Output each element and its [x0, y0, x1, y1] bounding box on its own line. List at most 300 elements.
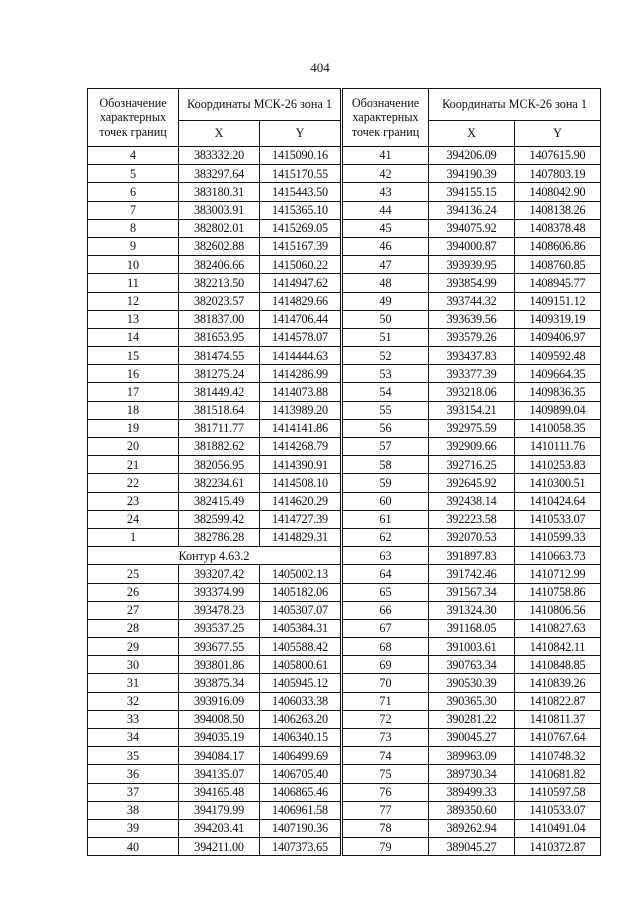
table-row: [343, 747, 601, 765]
table-row: [343, 783, 601, 801]
table-row: [343, 729, 601, 747]
point-number-cell: 47: [343, 256, 429, 274]
point-number-cell: 8: [88, 219, 179, 237]
table-row: [88, 256, 341, 274]
table-row: [343, 274, 601, 292]
y-coordinate-cell: 1415269.05: [260, 219, 341, 237]
point-number-cell: 56: [343, 419, 429, 437]
point-number-cell: 9: [88, 237, 179, 255]
x-coordinate-cell: 382234.61: [179, 474, 260, 492]
point-number-cell: 69: [343, 656, 429, 674]
point-number-cell: 18: [88, 401, 179, 419]
y-coordinate-cell: 1405588.42: [260, 638, 341, 656]
coordinates-table-left: [87, 88, 341, 856]
y-coordinate-cell: 1409592.48: [515, 347, 601, 365]
y-coordinate-cell: 1406499.69: [260, 747, 341, 765]
table-row: [343, 237, 601, 255]
y-coordinate-cell: 1408606.86: [515, 237, 601, 255]
x-coordinate-cell: 394165.48: [179, 783, 260, 801]
point-number-cell: 79: [343, 838, 429, 856]
point-number-cell: 66: [343, 601, 429, 619]
y-coordinate-cell: 1408760.85: [515, 256, 601, 274]
y-coordinate-cell: 1414268.79: [260, 438, 341, 456]
y-coordinate-cell: 1410533.07: [515, 801, 601, 819]
point-number-cell: 34: [88, 729, 179, 747]
y-coordinate-cell: 1410597.58: [515, 783, 601, 801]
x-coordinate-cell: 393875.34: [179, 674, 260, 692]
x-coordinate-cell: 392070.53: [429, 528, 515, 546]
table-row: [88, 674, 341, 692]
y-coordinate-cell: 1415365.10: [260, 201, 341, 219]
table-row: [88, 819, 341, 837]
y-coordinate-cell: 1410058.35: [515, 419, 601, 437]
table-row: [88, 528, 341, 546]
x-coordinate-cell: 394136.24: [429, 201, 515, 219]
x-coordinate-cell: 394211.00: [179, 838, 260, 856]
x-coordinate-cell: 382406.66: [179, 256, 260, 274]
point-number-cell: 6: [88, 183, 179, 201]
table-row: [343, 656, 601, 674]
table-row: [88, 328, 341, 346]
table-row: [343, 292, 601, 310]
table-row: [88, 783, 341, 801]
table-row: [343, 147, 601, 165]
header-point-label: Обозначение характерных точек границ: [343, 89, 429, 147]
point-number-cell: 51: [343, 328, 429, 346]
point-number-cell: 7: [88, 201, 179, 219]
y-coordinate-cell: 1409319.19: [515, 310, 601, 328]
y-coordinate-cell: 1407615.90: [515, 147, 601, 165]
table-row: [343, 219, 601, 237]
y-coordinate-cell: 1410811.37: [515, 710, 601, 728]
header-x: X: [179, 121, 260, 147]
y-coordinate-cell: 1408945.77: [515, 274, 601, 292]
x-coordinate-cell: 393854.99: [429, 274, 515, 292]
point-number-cell: 72: [343, 710, 429, 728]
y-coordinate-cell: 1406865.46: [260, 783, 341, 801]
point-number-cell: 71: [343, 692, 429, 710]
point-number-cell: 37: [88, 783, 179, 801]
table-row: [343, 692, 601, 710]
table-row: [343, 801, 601, 819]
point-number-cell: 42: [343, 165, 429, 183]
point-number-cell: 31: [88, 674, 179, 692]
y-coordinate-cell: 1406961.58: [260, 801, 341, 819]
y-coordinate-cell: 1410827.63: [515, 619, 601, 637]
table-row: [88, 838, 341, 856]
point-number-cell: 22: [88, 474, 179, 492]
table-row: [88, 510, 341, 528]
table-row: [343, 710, 601, 728]
x-coordinate-cell: 382786.28: [179, 528, 260, 546]
header-coordinates-title: Координаты МСК-26 зона 1: [179, 89, 341, 121]
x-coordinate-cell: 383003.91: [179, 201, 260, 219]
y-coordinate-cell: 1414727.39: [260, 510, 341, 528]
y-coordinate-cell: 1410758.86: [515, 583, 601, 601]
y-coordinate-cell: 1414073.88: [260, 383, 341, 401]
x-coordinate-cell: 382599.42: [179, 510, 260, 528]
y-coordinate-cell: 1410806.56: [515, 601, 601, 619]
table-row: [88, 419, 341, 437]
point-number-cell: 14: [88, 328, 179, 346]
x-coordinate-cell: 382213.50: [179, 274, 260, 292]
y-coordinate-cell: 1410681.82: [515, 765, 601, 783]
point-number-cell: 33: [88, 710, 179, 728]
y-coordinate-cell: 1409899.04: [515, 401, 601, 419]
table-row: [88, 765, 341, 783]
y-coordinate-cell: 1410663.73: [515, 547, 601, 565]
table-row: [343, 528, 601, 546]
point-number-cell: 58: [343, 456, 429, 474]
y-coordinate-cell: 1414508.10: [260, 474, 341, 492]
table-row: [88, 565, 341, 583]
point-number-cell: 27: [88, 601, 179, 619]
point-number-cell: 39: [88, 819, 179, 837]
x-coordinate-cell: 393537.25: [179, 619, 260, 637]
y-coordinate-cell: 1408042.90: [515, 183, 601, 201]
point-number-cell: 32: [88, 692, 179, 710]
point-number-cell: 38: [88, 801, 179, 819]
point-number-cell: 35: [88, 747, 179, 765]
x-coordinate-cell: 393478.23: [179, 601, 260, 619]
x-coordinate-cell: 393579.26: [429, 328, 515, 346]
point-number-cell: 21: [88, 456, 179, 474]
point-number-cell: 64: [343, 565, 429, 583]
y-coordinate-cell: 1408378.48: [515, 219, 601, 237]
table-row: [88, 401, 341, 419]
y-coordinate-cell: 1409151.12: [515, 292, 601, 310]
x-coordinate-cell: 393374.99: [179, 583, 260, 601]
x-coordinate-cell: 389499.33: [429, 783, 515, 801]
table-row: [343, 456, 601, 474]
point-number-cell: 40: [88, 838, 179, 856]
table-row: [343, 583, 601, 601]
table-row: [343, 328, 601, 346]
y-coordinate-cell: 1415090.16: [260, 147, 341, 165]
table-row: [88, 183, 341, 201]
x-coordinate-cell: 393677.55: [179, 638, 260, 656]
y-coordinate-cell: 1410748.32: [515, 747, 601, 765]
y-coordinate-cell: 1414947.62: [260, 274, 341, 292]
point-number-cell: 46: [343, 237, 429, 255]
table-row: [88, 656, 341, 674]
x-coordinate-cell: 390045.27: [429, 729, 515, 747]
x-coordinate-cell: 392716.25: [429, 456, 515, 474]
table-row: [343, 674, 601, 692]
x-coordinate-cell: 389045.27: [429, 838, 515, 856]
table-row: [88, 601, 341, 619]
x-coordinate-cell: 381474.55: [179, 347, 260, 365]
coordinates-table-right: [342, 88, 601, 856]
y-coordinate-cell: 1410599.33: [515, 528, 601, 546]
y-coordinate-cell: 1410253.83: [515, 456, 601, 474]
table-row: [88, 292, 341, 310]
point-number-cell: 1: [88, 528, 179, 546]
y-coordinate-cell: 1406033.38: [260, 692, 341, 710]
point-number-cell: 25: [88, 565, 179, 583]
y-coordinate-cell: 1407190.36: [260, 819, 341, 837]
y-coordinate-cell: 1409406.97: [515, 328, 601, 346]
y-coordinate-cell: 1405182.06: [260, 583, 341, 601]
y-coordinate-cell: 1414286.99: [260, 365, 341, 383]
x-coordinate-cell: 382802.01: [179, 219, 260, 237]
x-coordinate-cell: 393154.21: [429, 401, 515, 419]
x-coordinate-cell: 392909.66: [429, 438, 515, 456]
y-coordinate-cell: 1414829.31: [260, 528, 341, 546]
x-coordinate-cell: 390365.30: [429, 692, 515, 710]
table-row: [88, 492, 341, 510]
table-row: [343, 419, 601, 437]
y-coordinate-cell: 1414390.91: [260, 456, 341, 474]
table-row: [343, 619, 601, 637]
header-coordinates-title: Координаты МСК-26 зона 1: [429, 89, 601, 121]
point-number-cell: 11: [88, 274, 179, 292]
y-coordinate-cell: 1410839.26: [515, 674, 601, 692]
x-coordinate-cell: 392438.14: [429, 492, 515, 510]
table-row: [88, 147, 341, 165]
point-number-cell: 67: [343, 619, 429, 637]
table-row: [343, 601, 601, 619]
x-coordinate-cell: 392975.59: [429, 419, 515, 437]
table-row: [343, 365, 601, 383]
y-coordinate-cell: 1410848.85: [515, 656, 601, 674]
table-row: [343, 310, 601, 328]
x-coordinate-cell: 394000.87: [429, 237, 515, 255]
point-number-cell: 45: [343, 219, 429, 237]
x-coordinate-cell: 382056.95: [179, 456, 260, 474]
point-number-cell: 23: [88, 492, 179, 510]
point-number-cell: 53: [343, 365, 429, 383]
point-number-cell: 50: [343, 310, 429, 328]
point-number-cell: 5: [88, 165, 179, 183]
point-number-cell: 57: [343, 438, 429, 456]
x-coordinate-cell: 393939.95: [429, 256, 515, 274]
x-coordinate-cell: 391168.05: [429, 619, 515, 637]
y-coordinate-cell: 1410842.11: [515, 638, 601, 656]
table-row: [343, 256, 601, 274]
point-number-cell: 75: [343, 765, 429, 783]
x-coordinate-cell: 389350.60: [429, 801, 515, 819]
point-number-cell: 74: [343, 747, 429, 765]
point-number-cell: 68: [343, 638, 429, 656]
y-coordinate-cell: 1405002.13: [260, 565, 341, 583]
point-number-cell: 49: [343, 292, 429, 310]
point-number-cell: 59: [343, 474, 429, 492]
y-coordinate-cell: 1410372.87: [515, 838, 601, 856]
y-coordinate-cell: 1413989.20: [260, 401, 341, 419]
x-coordinate-cell: 391897.83: [429, 547, 515, 565]
point-number-cell: 61: [343, 510, 429, 528]
x-coordinate-cell: 389963.09: [429, 747, 515, 765]
point-number-cell: 20: [88, 438, 179, 456]
page-number: 404: [310, 60, 330, 75]
point-number-cell: 63: [343, 547, 429, 565]
table-row: [88, 692, 341, 710]
y-coordinate-cell: 1414829.66: [260, 292, 341, 310]
point-number-cell: 17: [88, 383, 179, 401]
header-y: Y: [515, 121, 601, 147]
point-number-cell: 29: [88, 638, 179, 656]
table-row: [88, 583, 341, 601]
y-coordinate-cell: 1407803.19: [515, 165, 601, 183]
x-coordinate-cell: 393916.09: [179, 692, 260, 710]
y-coordinate-cell: 1414620.29: [260, 492, 341, 510]
x-coordinate-cell: 394075.92: [429, 219, 515, 237]
point-number-cell: 15: [88, 347, 179, 365]
point-number-cell: 4: [88, 147, 179, 165]
header-point-label: Обозначение характерных точек границ: [88, 89, 179, 147]
y-coordinate-cell: 1410822.87: [515, 692, 601, 710]
table-row: [343, 474, 601, 492]
x-coordinate-cell: 390281.22: [429, 710, 515, 728]
x-coordinate-cell: 383180.31: [179, 183, 260, 201]
point-number-cell: 73: [343, 729, 429, 747]
x-coordinate-cell: 391742.46: [429, 565, 515, 583]
point-number-cell: 13: [88, 310, 179, 328]
table-row: [343, 819, 601, 837]
y-coordinate-cell: 1405945.12: [260, 674, 341, 692]
x-coordinate-cell: 391324.30: [429, 601, 515, 619]
table-row: [343, 492, 601, 510]
point-number-cell: 55: [343, 401, 429, 419]
table-row: [88, 638, 341, 656]
x-coordinate-cell: 381653.95: [179, 328, 260, 346]
point-number-cell: 62: [343, 528, 429, 546]
table-row: [343, 383, 601, 401]
x-coordinate-cell: 392223.58: [429, 510, 515, 528]
y-coordinate-cell: 1410712.99: [515, 565, 601, 583]
header-x: X: [429, 121, 515, 147]
table-row: [88, 747, 341, 765]
x-coordinate-cell: 390530.39: [429, 674, 515, 692]
table-row: [88, 474, 341, 492]
table-row: [88, 801, 341, 819]
table-row: [88, 619, 341, 637]
table-row: [88, 456, 341, 474]
x-coordinate-cell: 393801.86: [179, 656, 260, 674]
y-coordinate-cell: 1405384.31: [260, 619, 341, 637]
table-row: [88, 347, 341, 365]
y-coordinate-cell: 1410300.51: [515, 474, 601, 492]
table-row: [88, 165, 341, 183]
y-coordinate-cell: 1414706.44: [260, 310, 341, 328]
table-row: [88, 729, 341, 747]
table-row: [343, 183, 601, 201]
x-coordinate-cell: 393207.42: [179, 565, 260, 583]
point-number-cell: 77: [343, 801, 429, 819]
x-coordinate-cell: 394206.09: [429, 147, 515, 165]
point-number-cell: 16: [88, 365, 179, 383]
table-row: [88, 274, 341, 292]
point-number-cell: 43: [343, 183, 429, 201]
y-coordinate-cell: 1410424.64: [515, 492, 601, 510]
x-coordinate-cell: 393377.39: [429, 365, 515, 383]
y-coordinate-cell: 1407373.65: [260, 838, 341, 856]
x-coordinate-cell: 389730.34: [429, 765, 515, 783]
x-coordinate-cell: 382023.57: [179, 292, 260, 310]
x-coordinate-cell: 381275.24: [179, 365, 260, 383]
point-number-cell: 48: [343, 274, 429, 292]
x-coordinate-cell: 394155.15: [429, 183, 515, 201]
point-number-cell: 41: [343, 147, 429, 165]
point-number-cell: 10: [88, 256, 179, 274]
x-coordinate-cell: 381449.42: [179, 383, 260, 401]
x-coordinate-cell: 393744.32: [429, 292, 515, 310]
table-row: [88, 438, 341, 456]
table-row: [343, 638, 601, 656]
y-coordinate-cell: 1410491.04: [515, 819, 601, 837]
x-coordinate-cell: 394008.50: [179, 710, 260, 728]
x-coordinate-cell: 394084.17: [179, 747, 260, 765]
x-coordinate-cell: 394190.39: [429, 165, 515, 183]
table-row: [343, 438, 601, 456]
point-number-cell: 24: [88, 510, 179, 528]
point-number-cell: 65: [343, 583, 429, 601]
table-row: [343, 165, 601, 183]
table-row: [343, 765, 601, 783]
y-coordinate-cell: 1405800.61: [260, 656, 341, 674]
x-coordinate-cell: 394135.07: [179, 765, 260, 783]
x-coordinate-cell: 393639.56: [429, 310, 515, 328]
y-coordinate-cell: 1415170.55: [260, 165, 341, 183]
table-row: [343, 401, 601, 419]
table-row: [343, 347, 601, 365]
y-coordinate-cell: 1409664.35: [515, 365, 601, 383]
point-number-cell: 19: [88, 419, 179, 437]
y-coordinate-cell: 1410767.64: [515, 729, 601, 747]
point-number-cell: 52: [343, 347, 429, 365]
x-coordinate-cell: 389262.94: [429, 819, 515, 837]
table-row: [343, 201, 601, 219]
x-coordinate-cell: 393437.83: [429, 347, 515, 365]
point-number-cell: 36: [88, 765, 179, 783]
y-coordinate-cell: 1415167.39: [260, 237, 341, 255]
x-coordinate-cell: 381837.00: [179, 310, 260, 328]
y-coordinate-cell: 1410111.76: [515, 438, 601, 456]
x-coordinate-cell: 381711.77: [179, 419, 260, 437]
y-coordinate-cell: 1405307.07: [260, 601, 341, 619]
point-number-cell: 12: [88, 292, 179, 310]
point-number-cell: 70: [343, 674, 429, 692]
contour-label: Контур 4.63.2: [88, 547, 341, 565]
x-coordinate-cell: 394179.99: [179, 801, 260, 819]
y-coordinate-cell: 1414444.63: [260, 347, 341, 365]
y-coordinate-cell: 1410533.07: [515, 510, 601, 528]
x-coordinate-cell: 394035.19: [179, 729, 260, 747]
y-coordinate-cell: 1406340.15: [260, 729, 341, 747]
point-number-cell: 28: [88, 619, 179, 637]
point-number-cell: 54: [343, 383, 429, 401]
x-coordinate-cell: 382602.88: [179, 237, 260, 255]
table-row: [88, 201, 341, 219]
table-row: [343, 838, 601, 856]
x-coordinate-cell: 381518.64: [179, 401, 260, 419]
table-row: [343, 510, 601, 528]
table-row: [88, 237, 341, 255]
table-row: [88, 219, 341, 237]
x-coordinate-cell: 381882.62: [179, 438, 260, 456]
x-coordinate-cell: 391003.61: [429, 638, 515, 656]
table-row: [88, 383, 341, 401]
x-coordinate-cell: 391567.34: [429, 583, 515, 601]
y-coordinate-cell: 1415060.22: [260, 256, 341, 274]
x-coordinate-cell: 394203.41: [179, 819, 260, 837]
y-coordinate-cell: 1414578.07: [260, 328, 341, 346]
point-number-cell: 26: [88, 583, 179, 601]
x-coordinate-cell: 393218.06: [429, 383, 515, 401]
y-coordinate-cell: 1406705.40: [260, 765, 341, 783]
y-coordinate-cell: 1415443.50: [260, 183, 341, 201]
